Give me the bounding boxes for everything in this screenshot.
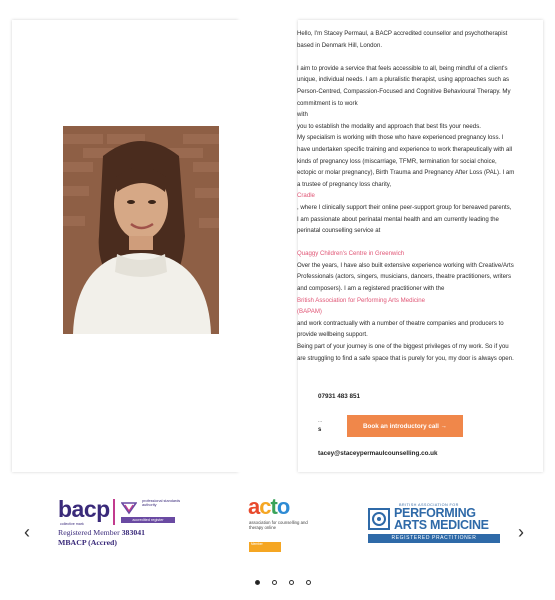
accredited-register-badge: accredited register <box>121 517 175 523</box>
quaggy-link[interactable]: Quaggy Children's Centre in Greenwich <box>297 250 405 258</box>
acto-member-badge: Member <box>249 542 281 552</box>
acto-letter-o: o <box>276 494 290 519</box>
email-address[interactable]: tacey@staceypermaulcounselling.co.uk <box>318 450 438 457</box>
bapam-logo <box>368 502 500 544</box>
registered-member-line <box>58 528 145 537</box>
bio-text <box>297 28 515 364</box>
bio-creative: Over the years, I have also built extensive experience working with Creative/Arts Professionals (actors, singers, musicians, dancers, theatre practitioners, writers and composers). I am a registered practitioner with the <box>297 261 514 293</box>
registered-member-label: Registered Member <box>58 528 122 537</box>
bacp-divider <box>113 499 115 525</box>
carousel-next-arrow-icon[interactable]: › <box>518 522 524 542</box>
bapam-abbr: (BAPAM) <box>297 308 322 316</box>
carousel-dot[interactable] <box>272 580 277 585</box>
bapam-registered-bar: REGISTERED PRACTITIONER <box>368 534 500 543</box>
bio-approach: I aim to provide a service that feels accessible to all, being mindful of a client's unique, individual needs. I am a pluralistic therapist, using approaches such as Person-Centred, Compassion-Focused and Cognitive Behavioural Therapy. My commitment is to work <box>297 64 511 107</box>
bio-specialism: My specialism is working with those who have experienced pregnancy loss. I have undertaken specific training and experience to work therapeutically with all kinds of pregnancy loss (miscarriage, TFMR, termination for social choice, ectopic or molar pregnancy), Birth Trauma and Pregnancy After Loss (PAL). I am a trustee of pregnancy loss charity, <box>297 134 515 188</box>
carousel-prev-arrow-icon[interactable]: ‹ <box>24 522 30 542</box>
acto-letter-a: a <box>248 494 260 519</box>
bio-perinatal: I am passionate about perinatal mental health and am currently leading the perinatal counselling service at <box>297 215 499 235</box>
carousel-dot[interactable] <box>306 580 311 585</box>
psa-seal-icon <box>121 501 137 515</box>
bio-theatre: and work contractually with a number of theatre companies and producers to provide wellbeing support. <box>297 319 504 339</box>
member-number: 383041 <box>121 528 146 537</box>
carousel-dots <box>255 580 311 585</box>
phone-number[interactable]: 07931 483 851 <box>318 393 361 400</box>
bacp-wordmark: bacp <box>58 496 110 522</box>
bio-intro: Hello, I'm Stacey Permaul, a BACP accredited counsellor and psychotherapist based in Denmark Hill, London. <box>297 30 508 49</box>
bapam-performing: PERFORMING <box>394 506 476 520</box>
bacp-collective-mark: collective mark <box>60 522 84 526</box>
ellipsis-mark: ... <box>318 418 323 424</box>
bio-closing: Being part of your journey is one of the biggest privileges of my work. So if you are struggling to find a safe space that is purely for you, my door is always open. <box>297 343 514 362</box>
carousel-dot[interactable] <box>255 580 260 585</box>
bacp-logo <box>58 495 180 555</box>
therapist-portrait <box>63 126 219 334</box>
mbacp-accred: MBACP (Accred) <box>58 538 117 547</box>
truncated-text: s <box>318 427 322 433</box>
cradle-link[interactable]: Cradle <box>297 192 315 200</box>
acto-wordmark <box>248 496 289 518</box>
bapam-top-text: BRITISH ASSOCIATION FOR <box>399 503 459 507</box>
bio-approach-end: you to establish the modality and approach that best fits your needs. <box>297 122 481 130</box>
bapam-link[interactable]: British Association for Performing Arts Medicine <box>297 296 426 304</box>
bapam-arts-medicine: ARTS MEDICINE <box>394 518 489 532</box>
bio-with: with <box>297 111 308 119</box>
acto-letter-t: t <box>270 494 277 519</box>
bapam-emblem-icon <box>368 508 390 530</box>
book-intro-call-button[interactable]: Book an introductory call → <box>347 415 463 437</box>
carousel-dot[interactable] <box>289 580 294 585</box>
acto-tagline: association for counselling and therapy online <box>249 520 308 531</box>
bio-cradle-text: , where I clinically support their online peer-support group for bereaved parents, <box>297 203 512 211</box>
acto-letter-c: c <box>259 494 271 519</box>
column-gap <box>238 20 298 472</box>
psa-text: professional standards authority <box>142 499 181 508</box>
acto-logo <box>246 496 308 554</box>
